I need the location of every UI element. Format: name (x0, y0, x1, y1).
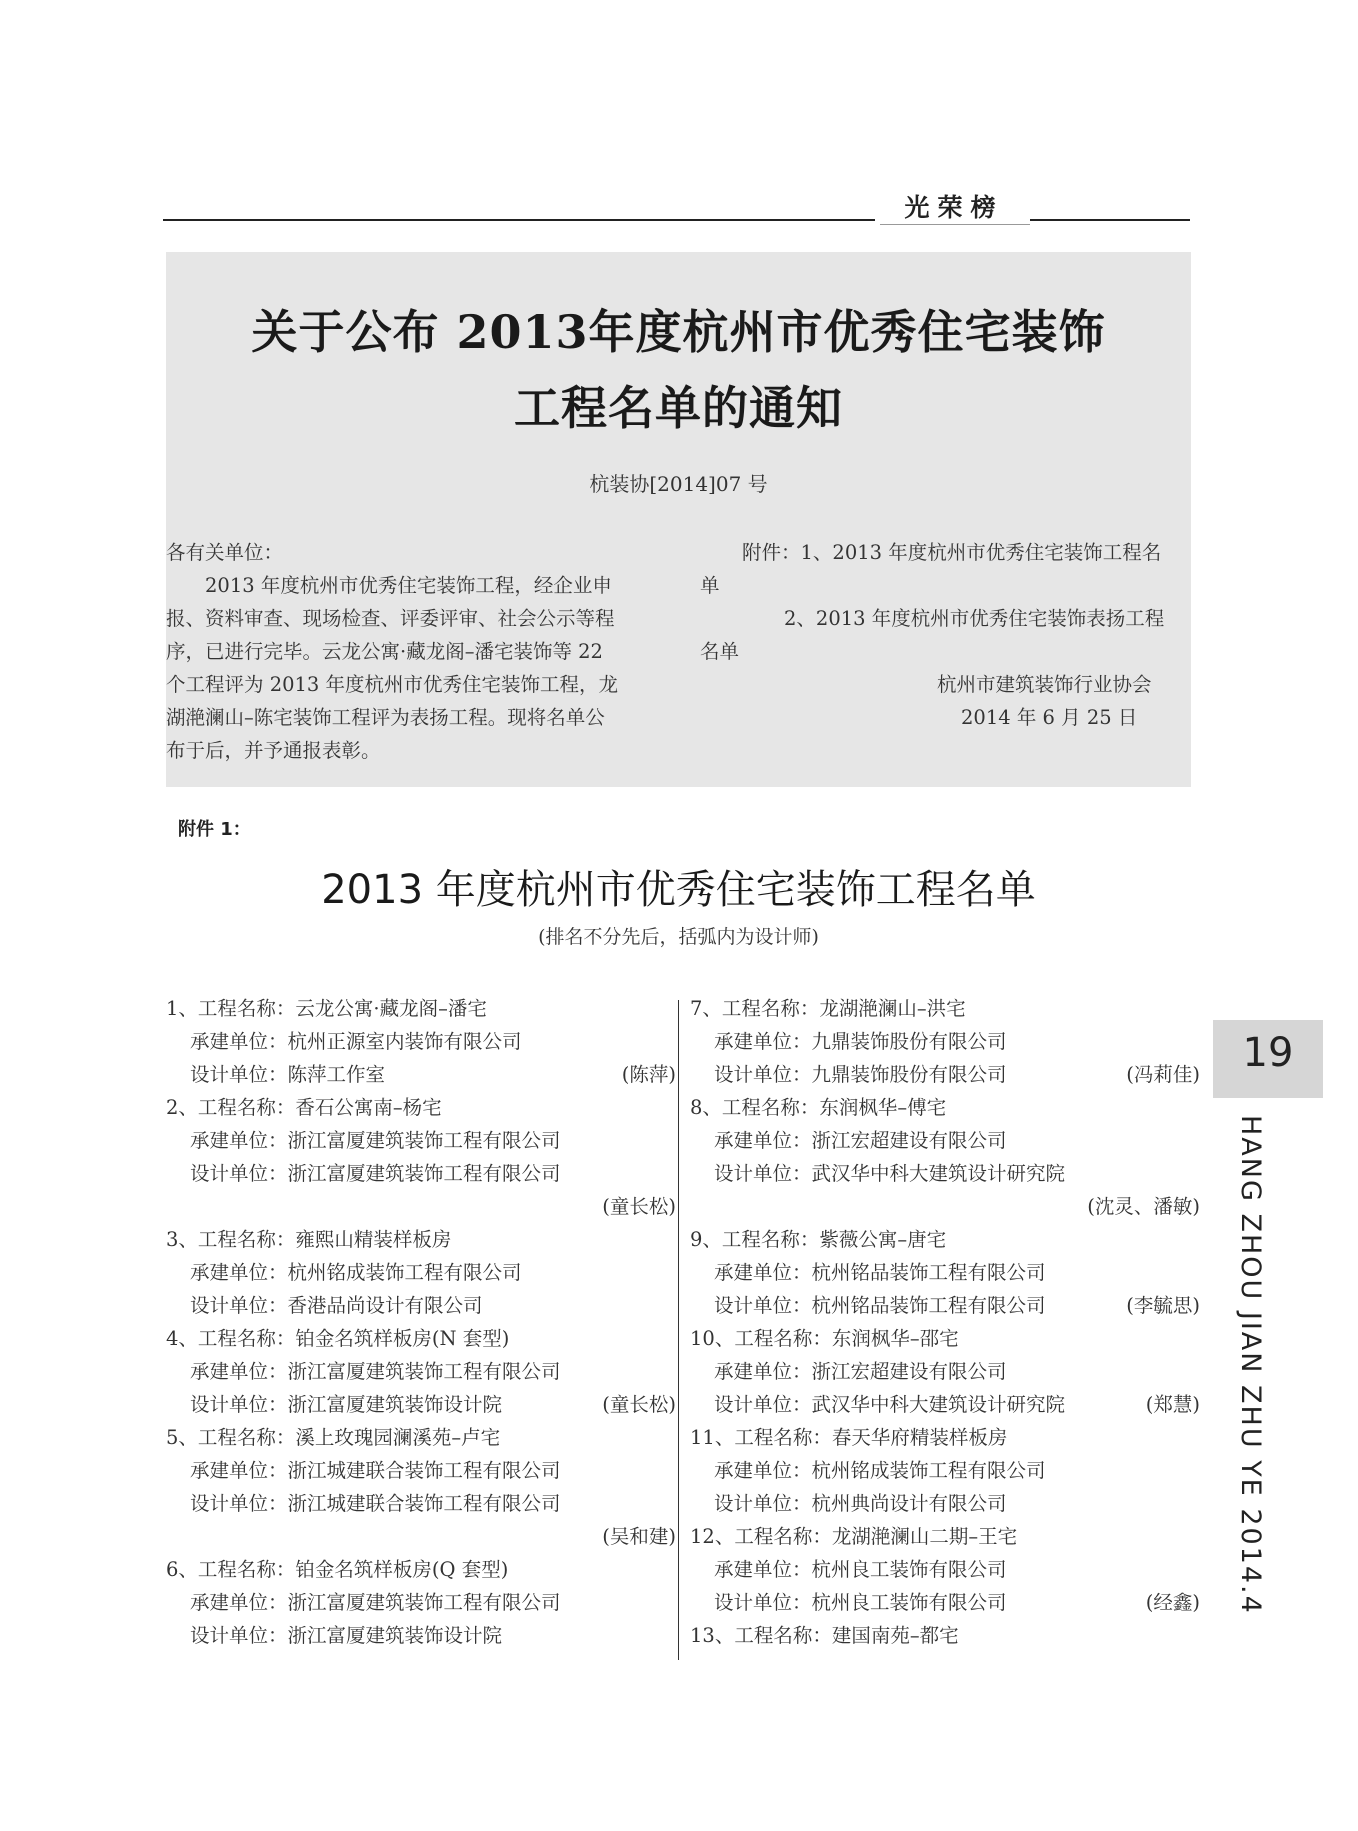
project-contractor (166, 1355, 676, 1388)
list-title: 2013 年度杭州市优秀住宅装饰工程名单 (321, 867, 1036, 913)
project-design-unit-text: 设计单位：杭州典尚设计有限公司 (714, 1492, 1007, 1515)
project-name-text: 7、工程名称：龙湖滟澜山–洪宅 (690, 997, 966, 1020)
project-designer-row (166, 1520, 676, 1553)
project-contractor-text: 承建单位：浙江富厦建筑装饰工程有限公司 (190, 1360, 561, 1383)
project-contractor (690, 1553, 1200, 1586)
project-design-unit-text: 设计单位：杭州良工装饰有限公司 (714, 1591, 1007, 1614)
notice-body (166, 536, 676, 767)
project-name-text: 1、工程名称：云龙公寓·藏龙阁–潘宅 (166, 997, 487, 1020)
notice-title-line2: 工程名单的通知 (514, 381, 843, 435)
project-designer-row (166, 1190, 676, 1223)
project-name (690, 1421, 1200, 1454)
signature-date: 2014 年 6 月 25 日 (961, 706, 1138, 729)
project-name (690, 1091, 1200, 1124)
journal-name: HANG ZHOU JIAN ZHU YE 2014.4 (1235, 1115, 1266, 1615)
project-contractor-text: 承建单位：杭州铭成装饰工程有限公司 (714, 1459, 1046, 1482)
project-designer-row (690, 1190, 1200, 1223)
project-name (690, 1520, 1200, 1553)
project-contractor (166, 1586, 676, 1619)
project-design-unit (166, 1157, 676, 1190)
section-label-underline (880, 224, 1030, 225)
notice-body-line: 序，已进行完毕。云龙公寓·藏龙阁–潘宅装饰等 22 (166, 640, 603, 663)
project-name-text: 10、工程名称：东润枫华–邵宅 (690, 1327, 959, 1350)
project-contractor (166, 1256, 676, 1289)
attachment-line2-cont: 名单 (700, 640, 740, 663)
notice-body-line: 布于后，并予通报表彰。 (166, 739, 381, 762)
project-name-text: 2、工程名称：香石公寓南–杨宅 (166, 1096, 442, 1119)
project-name (166, 1322, 676, 1355)
project-design-unit-text: 设计单位：浙江城建联合装饰工程有限公司 (190, 1492, 561, 1515)
project-contractor (690, 1124, 1200, 1157)
project-name (166, 1223, 676, 1256)
project-design-unit (166, 1058, 676, 1091)
attachment-line1-cont: 单 (700, 574, 720, 597)
project-name-text: 8、工程名称：东润枫华–傅宅 (690, 1096, 947, 1119)
project-name (166, 1553, 676, 1586)
project-design-unit-text: 设计单位：浙江富厦建筑装饰设计院 (190, 1624, 503, 1647)
project-designer: (经鑫) (1145, 1591, 1200, 1614)
project-name (690, 1322, 1200, 1355)
project-name-text: 6、工程名称：铂金名筑样板房(Q 套型) (166, 1558, 509, 1581)
notice-body-line: 各有关单位： (166, 541, 284, 564)
list-subtitle: (排名不分先后，括弧内为设计师) (538, 926, 819, 948)
project-contractor-text: 承建单位：杭州良工装饰有限公司 (714, 1558, 1007, 1581)
project-design-unit (690, 1289, 1200, 1322)
project-design-unit (166, 1487, 676, 1520)
notice-title-line1: 关于公布 2013年度杭州市优秀住宅装饰 (251, 305, 1106, 359)
project-design-unit-text: 设计单位：香港品尚设计有限公司 (190, 1294, 483, 1317)
section-rule-right (1030, 219, 1190, 221)
project-contractor (166, 1025, 676, 1058)
project-design-unit-text: 设计单位：武汉华中科大建筑设计研究院 (714, 1393, 1066, 1416)
project-contractor (690, 1025, 1200, 1058)
project-list-left (166, 992, 676, 1652)
project-design-unit (690, 1058, 1200, 1091)
project-design-unit (166, 1289, 676, 1322)
project-list-right (690, 992, 1200, 1652)
project-name-text: 4、工程名称：铂金名筑样板房(N 套型) (166, 1327, 510, 1350)
page-number: 19 (1242, 1030, 1294, 1076)
signature-org: 杭州市建筑装饰行业协会 (937, 673, 1152, 696)
attachment-line2: 2、2013 年度杭州市优秀住宅装饰表扬工程 (784, 607, 1165, 630)
project-designer: (童长松) (602, 1195, 676, 1218)
project-designer: (沈灵、潘敏) (1087, 1195, 1200, 1218)
project-contractor-text: 承建单位：浙江富厦建筑装饰工程有限公司 (190, 1129, 561, 1152)
project-designer: (童长松) (602, 1393, 676, 1416)
project-contractor (690, 1454, 1200, 1487)
project-contractor-text: 承建单位：杭州铭品装饰工程有限公司 (714, 1261, 1046, 1284)
section-label: 光荣榜 (904, 193, 1004, 222)
section-rule-left (163, 219, 875, 221)
project-name-text: 5、工程名称：溪上玫瑰园澜溪苑–卢宅 (166, 1426, 501, 1449)
project-designer: (李毓思) (1126, 1294, 1200, 1317)
project-design-unit (690, 1157, 1200, 1190)
project-design-unit-text: 设计单位：杭州铭品装饰工程有限公司 (714, 1294, 1046, 1317)
project-design-unit-text: 设计单位：九鼎装饰股份有限公司 (714, 1063, 1007, 1086)
project-contractor-text: 承建单位：杭州正源室内装饰有限公司 (190, 1030, 522, 1053)
project-design-unit (690, 1388, 1200, 1421)
project-name-text: 9、工程名称：紫薇公寓–唐宅 (690, 1228, 947, 1251)
project-design-unit (166, 1388, 676, 1421)
project-contractor-text: 承建单位：浙江城建联合装饰工程有限公司 (190, 1459, 561, 1482)
project-contractor-text: 承建单位：杭州铭成装饰工程有限公司 (190, 1261, 522, 1284)
project-contractor-text: 承建单位：浙江富厦建筑装饰工程有限公司 (190, 1591, 561, 1614)
project-contractor (166, 1124, 676, 1157)
project-contractor (166, 1454, 676, 1487)
project-design-unit-text: 设计单位：陈萍工作室 (190, 1063, 386, 1086)
column-divider (678, 1000, 679, 1660)
project-contractor-text: 承建单位：浙江宏超建设有限公司 (714, 1129, 1007, 1152)
project-name-text: 3、工程名称：雍熙山精装样板房 (166, 1228, 452, 1251)
project-design-unit (166, 1619, 676, 1652)
project-name-text: 12、工程名称：龙湖滟澜山二期–王宅 (690, 1525, 1018, 1548)
notice-body-line: 湖滟澜山–陈宅装饰工程评为表扬工程。现将名单公 (166, 706, 605, 729)
doc-number: 杭装协[2014]07 号 (589, 472, 768, 496)
project-name (690, 1619, 1200, 1652)
project-design-unit-text: 设计单位：浙江富厦建筑装饰工程有限公司 (190, 1162, 561, 1185)
project-designer: (吴和建) (602, 1525, 676, 1548)
project-designer: (陈萍) (621, 1063, 676, 1086)
project-contractor-text: 承建单位：浙江宏超建设有限公司 (714, 1360, 1007, 1383)
project-contractor-text: 承建单位：九鼎装饰股份有限公司 (714, 1030, 1007, 1053)
notice-body-line: 2013 年度杭州市优秀住宅装饰工程，经企业申 (166, 574, 612, 597)
notice-body-line: 报、资料审查、现场检查、评委评审、社会公示等程 (166, 607, 615, 630)
project-contractor (690, 1355, 1200, 1388)
attachment-line1: 附件：1、2013 年度杭州市优秀住宅装饰工程名 (742, 541, 1162, 564)
attachment-label: 附件 1： (178, 819, 251, 840)
project-name (166, 992, 676, 1025)
project-name (690, 1223, 1200, 1256)
project-designer: (冯莉佳) (1126, 1063, 1200, 1086)
project-name (166, 1421, 676, 1454)
project-name (690, 992, 1200, 1025)
project-contractor (690, 1256, 1200, 1289)
project-designer: (郑慧) (1145, 1393, 1200, 1416)
project-name (166, 1091, 676, 1124)
project-design-unit (690, 1586, 1200, 1619)
project-design-unit-text: 设计单位：浙江富厦建筑装饰设计院 (190, 1393, 503, 1416)
project-design-unit (690, 1487, 1200, 1520)
project-name-text: 13、工程名称：建国南苑–都宅 (690, 1624, 959, 1647)
project-name-text: 11、工程名称：春天华府精装样板房 (690, 1426, 1008, 1449)
project-design-unit-text: 设计单位：武汉华中科大建筑设计研究院 (714, 1162, 1066, 1185)
notice-body-line: 个工程评为 2013 年度杭州市优秀住宅装饰工程，龙 (166, 673, 619, 696)
